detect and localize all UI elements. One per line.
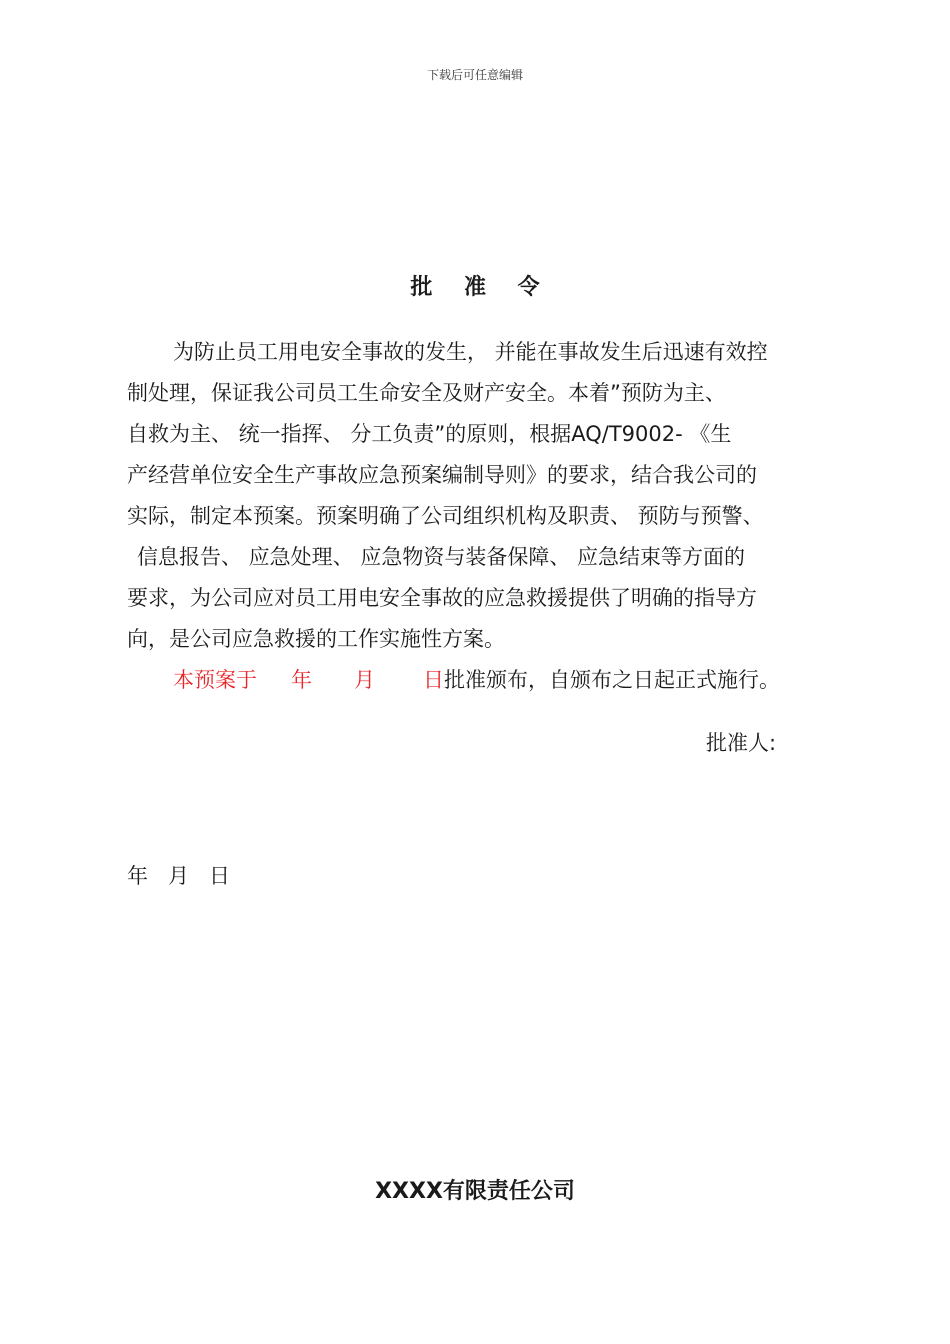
promulgation-year: 年 [291, 668, 312, 692]
promulgation-prefix: 本预案于 [173, 668, 257, 692]
promulgation-rest: 批准颁布，自颁布之日起正式施行。 [444, 668, 780, 692]
body-line-4: 产经营单位安全生产事故应急预案编制导则》的要求，结合我公司的 [127, 463, 757, 487]
signature-date [127, 861, 250, 891]
body-line-3: 自救为主、 统一指挥、 分工负责”的原则，根据AQ/T9002- 《生 [127, 422, 732, 446]
promulgation-line [173, 665, 873, 695]
body-line-5: 实际，制定本预案。预案明确了公司组织机构及职责、 预防与预警、 [127, 504, 764, 528]
body-line-6: 信息报告、 应急处理、 应急物资与装备保障、 应急结束等方面的 [137, 545, 746, 569]
company-name: XXXX有限责任公司 [375, 1179, 575, 1204]
document-title: 批 准 令 [410, 275, 552, 300]
body-line-2: 制处理，保证我公司员工生命安全及财产安全。本着”预防为主、 [127, 381, 726, 405]
header-note: 下载后可任意编辑 [426, 68, 523, 82]
date-year: 年 [127, 864, 148, 888]
approver-label: 批准人: [706, 731, 777, 755]
body-line-7: 要求，为公司应对员工用电安全事故的应急救援提供了明确的指导方 [127, 586, 757, 610]
promulgation-month: 月 [354, 668, 375, 692]
body-line-8: 向，是公司应急救援的工作实施性方案。 [127, 627, 505, 651]
body-line-1: 为防止员工用电安全事故的发生， 并能在事故发生后迅速有效控 [173, 340, 768, 364]
promulgation-day: 日 [423, 668, 444, 692]
date-day: 日 [209, 864, 230, 888]
date-month: 月 [168, 864, 189, 888]
